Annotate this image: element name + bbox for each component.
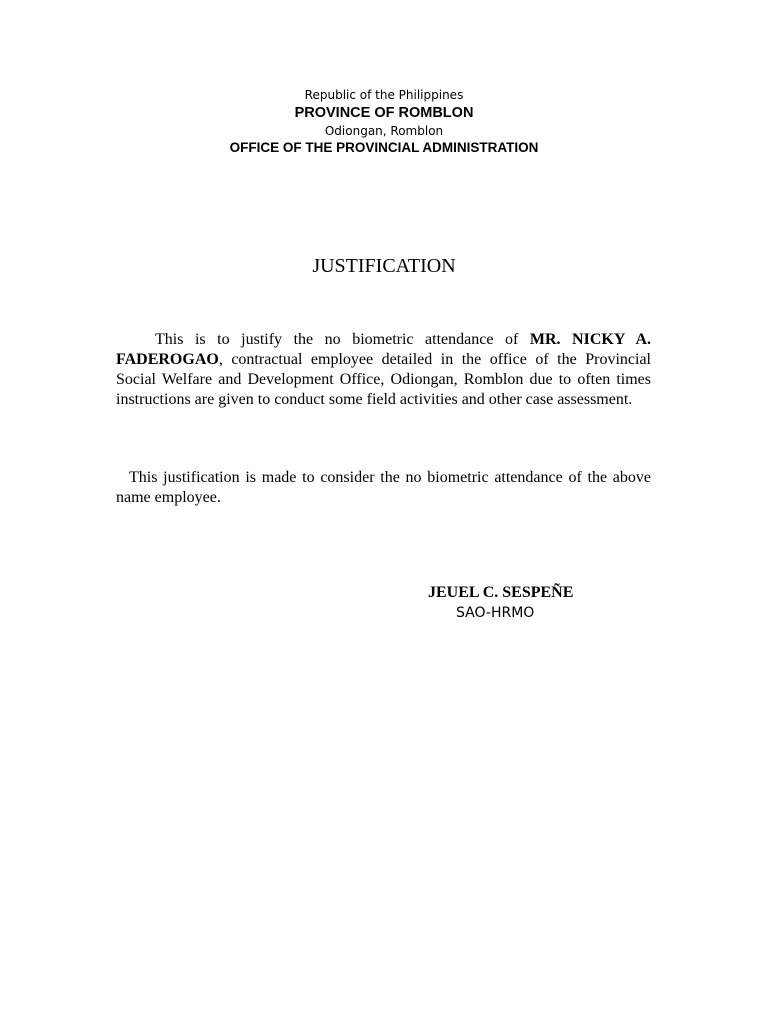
signatory-name: JEUEL C. SESPEÑE: [428, 584, 574, 601]
letterhead-town: Odiongan, Romblon: [324, 124, 444, 138]
paragraph-1-lead: This is to justify the no biometric attendance of: [155, 331, 530, 348]
letterhead-office: OFFICE OF THE PROVINCIAL ADMINISTRATION: [229, 140, 539, 155]
signatory-position: SAO-HRMO: [456, 605, 535, 621]
letterhead-province: PROVINCE OF ROMBLON: [294, 105, 474, 121]
letterhead-republic: Republic of the Philippines: [304, 88, 464, 102]
employee-name: MR. NICKY A. FADEROGAO: [116, 331, 651, 368]
body-paragraph-1: [116, 330, 651, 410]
body-paragraph-2: This justification is made to consider the no biometric attendance of the above name employee.: [116, 469, 651, 506]
signature-block: [428, 583, 668, 623]
document-title: JUSTIFICATION: [312, 255, 456, 277]
paragraph-1-rest: , contractual employee detailed in the office of the Provincial Social Welfare and Development Office, Odiongan, Romblon due to often times instructions are given to conduct some field activities and other case assessment.: [116, 351, 651, 408]
letterhead: [0, 87, 768, 157]
